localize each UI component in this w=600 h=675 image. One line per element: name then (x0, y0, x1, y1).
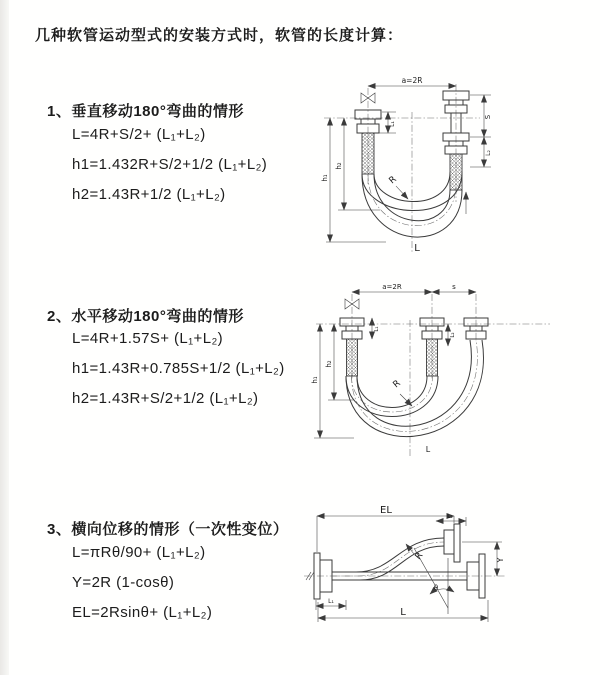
dim-label-s: S (484, 114, 492, 120)
formula-line: h2=1.43R+1/2 (L₁+L₂) (72, 186, 226, 203)
page-edge-shadow (0, 0, 9, 675)
length-label: L (425, 445, 431, 454)
dim-label-l1: L₁ (374, 326, 380, 332)
dim-label-y: Y (496, 557, 505, 563)
dim-label-h2: h₂ (325, 360, 333, 368)
hose-curved (332, 538, 444, 580)
dim-label-a2r: a=2R (382, 283, 402, 291)
formula-line: L=4R+S/2+ (L₁+L₂) (72, 126, 206, 143)
section-1-heading: 1、垂直移动180°弯曲的情形 (47, 103, 244, 120)
dim-label-s: s (452, 283, 456, 291)
formula-line: h1=1.43R+0.785S+1/2 (L₁+L₂) (72, 360, 285, 377)
formula-line: h1=1.432R+S/2+1/2 (L₁+L₂) (72, 156, 268, 173)
radius-leader (396, 186, 408, 199)
section-3-heading: 3、横向位移的情形（一次性变位） (47, 521, 289, 538)
dim-label-l1: L₁ (389, 121, 396, 127)
dim-label-l: L (400, 607, 406, 618)
dim-label-h1: h₁ (311, 376, 319, 384)
formula-line: L=πRθ/90+ (L₁+L₂) (72, 544, 206, 561)
formula-line: L=4R+1.57S+ (L₁+L₂) (72, 330, 224, 347)
diagram-horizontal-movement (310, 280, 570, 462)
diagram-lateral-displacement (302, 496, 582, 658)
page-title: 几种软管运动型式的安装方式时，软管的长度计算： (35, 27, 404, 44)
dim-label-h1: h₁ (321, 174, 329, 182)
section-3-formulas (72, 538, 212, 628)
section-2-heading: 2、水平移动180°弯曲的情形 (47, 308, 244, 325)
right-upper-flange (444, 524, 460, 562)
dim-label-l1: L₁ (328, 598, 334, 605)
angle-label: θ (433, 584, 439, 592)
dim-label-l2: L₂ (485, 150, 492, 156)
section-1-formulas (72, 120, 267, 210)
dim-label-a2r: a=2R (401, 76, 423, 85)
radius-line (414, 548, 448, 608)
hose-curves (346, 340, 483, 437)
right-pipe-flange (443, 91, 469, 190)
dim-label-l2: L₂ (450, 332, 456, 338)
formula-line: EL=2Rsinθ+ (L₁+L₂) (72, 604, 213, 621)
dim-label-h2: h₂ (335, 162, 343, 170)
radius-label: R (387, 174, 399, 187)
formula-line: Y=2R (1-cosθ) (72, 574, 175, 591)
section-2-formulas (72, 324, 285, 414)
length-label: L (414, 243, 420, 254)
radius-label: R (413, 550, 426, 562)
formula-line: h2=1.43R+S/2+1/2 (L₁+L₂) (72, 390, 259, 407)
dim-label-l2: L₂ (447, 513, 453, 520)
diagram-vertical-movement (316, 72, 560, 256)
radius-label: R (391, 378, 403, 391)
dim-label-el: EL (380, 505, 392, 516)
